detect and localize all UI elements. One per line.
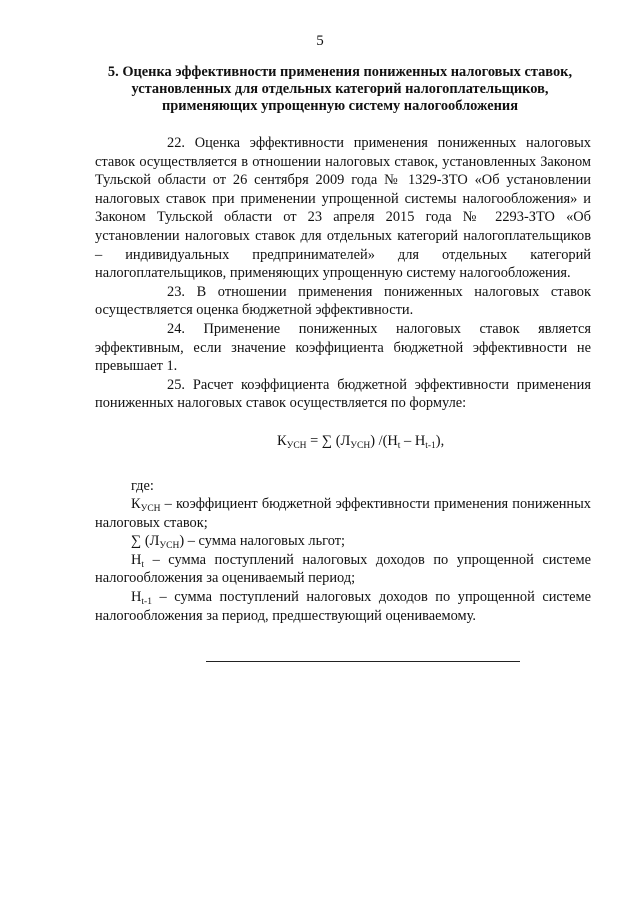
definition-h-t	[95, 551, 591, 588]
definition-subscript: УСН	[140, 504, 161, 515]
definition-sum-benefits	[95, 532, 591, 551]
section-title-line: применяющих упрощенную систему налогообложения	[162, 98, 518, 114]
paragraph-text: Расчет коэффициента бюджетной эффективности применения пониженных налоговых ставок осуществляется по формуле:	[95, 376, 591, 412]
paragraph-23	[95, 283, 591, 320]
definition-text: – сумма поступлений налоговых доходов по упрощенной системе налогообложения за оцениваемый период;	[95, 551, 591, 587]
paragraph-24	[95, 320, 591, 376]
definition-subscript: t-1	[141, 597, 152, 608]
definition-subscript: УСН	[159, 541, 180, 552]
paragraph-text: В отношении применения пониженных налоговых ставок осуществляется оценка бюджетной эффективности.	[95, 283, 591, 319]
section-title-line: установленных для отдельных категорий налогоплательщиков,	[131, 81, 549, 97]
formula-subscript: УСН	[286, 440, 307, 451]
definition-symbol: Н	[131, 551, 142, 568]
definition-symbol: Н	[131, 589, 142, 606]
formula-subscript: t-1	[425, 440, 436, 451]
formula-part: ) /(Н	[370, 432, 398, 449]
paragraph-22	[95, 134, 591, 283]
definition-text: – коэффициент бюджетной эффективности применения пониженных налоговых ставок;	[95, 496, 591, 531]
paragraph-number: 22.	[167, 135, 185, 151]
paragraph-25	[95, 376, 591, 413]
formula-part: К	[277, 432, 287, 449]
section-title-line: 5. Оценка эффективности применения пониженных налоговых ставок,	[107, 64, 573, 80]
definition-text: – сумма поступлений налоговых доходов по упрощенной системе налогообложения за период, предшествующий оцениваемому.	[95, 589, 591, 624]
formula-part: – Н	[400, 432, 426, 449]
page-number: 5	[316, 33, 324, 49]
definition-k-usn	[95, 495, 591, 532]
definition-symbol: К	[131, 496, 141, 513]
paragraph-text: Применение пониженных налоговых ставок является эффективным, если значение коэффициента бюджетной эффективности не превышает 1.	[95, 320, 591, 375]
formula-part: ),	[435, 432, 445, 449]
definition-text: ) – сумма налоговых льгот;	[179, 533, 346, 550]
formula	[95, 432, 591, 451]
definition-h-t-minus-1	[95, 588, 591, 625]
formula-subscript: t	[397, 440, 401, 451]
definition-symbol: ∑ (Л	[131, 533, 160, 550]
paragraph-number: 23.	[167, 283, 185, 300]
formula-part: = ∑ (Л	[306, 432, 351, 449]
paragraph-number: 24.	[167, 320, 185, 337]
end-divider	[206, 661, 520, 662]
section-title	[90, 64, 590, 115]
where-label: где:	[131, 477, 154, 494]
formula-subscript: УСН	[350, 440, 371, 451]
paragraph-number: 25.	[167, 376, 185, 393]
document-body	[95, 134, 591, 625]
definition-subscript: t	[141, 559, 145, 570]
paragraph-text: Оценка эффективности применения пониженных налоговых ставок осуществляется в отношении налоговых ставок, установленных Законом Тульской области от 26 сентября 2009 года № 1329-ЗТО «Об установлении налоговых ставок при применении упрощенной системы налогообложения» и Законом Тульской области от 23 апреля 2015 года № 2293-ЗТО «Об установлении налоговых ставок для отдельных категорий налогоплательщиков – индивидуальных предпринимателей» для отдельных категорий налогоплательщиков, применяющих упрощенную систему налогообложения.	[95, 135, 591, 282]
